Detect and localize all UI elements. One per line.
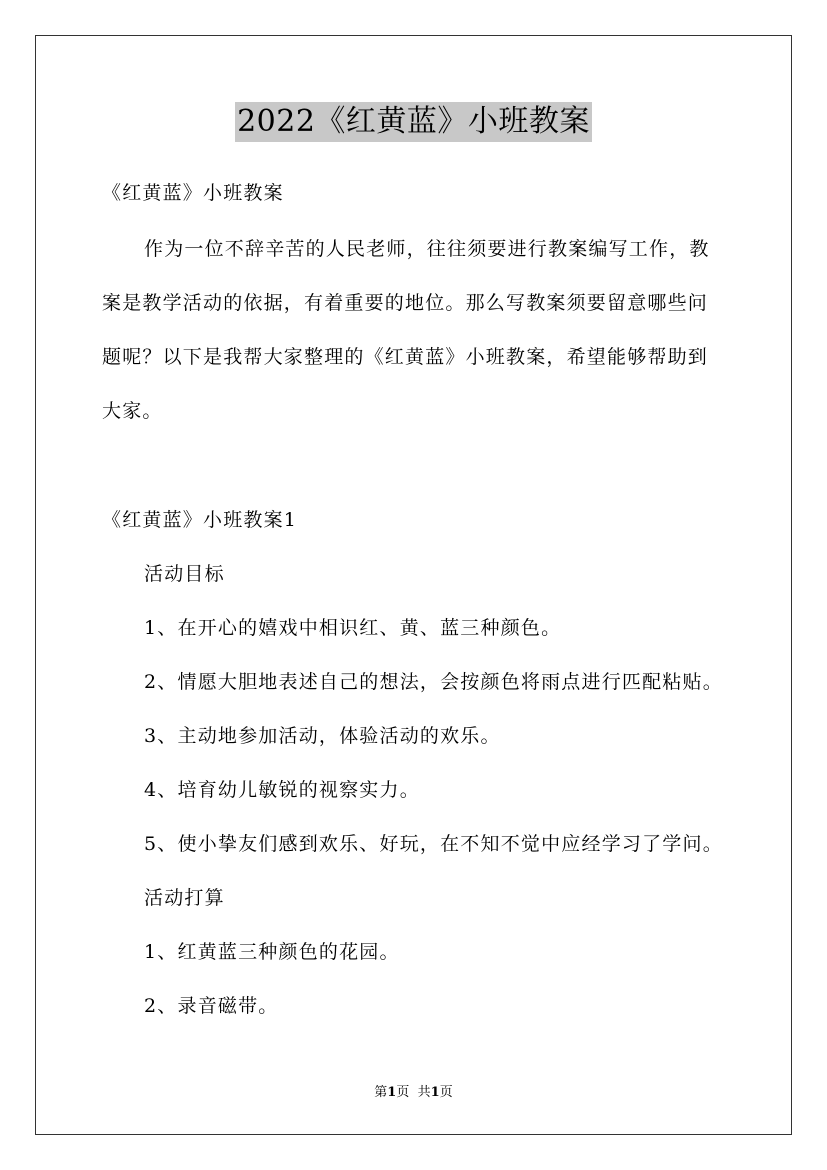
footer-page-suffix: 页 xyxy=(396,1085,410,1100)
intro-line-4: 大家。 xyxy=(102,400,163,422)
intro-line-2: 案是教学活动的依据，有着重要的地位。那么写教案须要留意哪些问 xyxy=(102,292,709,314)
goal-item-3: 3、主动地参加活动，体验活动的欢乐。 xyxy=(144,725,501,747)
footer-total-prefix: 共 xyxy=(417,1085,431,1100)
goal-item-2: 2、情愿大胆地表述自己的想法，会按颜色将雨点进行匹配粘贴。 xyxy=(144,671,723,693)
footer-page-prefix: 第 xyxy=(374,1085,388,1100)
page-footer xyxy=(0,1084,827,1102)
section-title: 《红黄蓝》小班教案1 xyxy=(102,509,298,531)
goal-item-4: 4、培育幼儿敏锐的视察实力。 xyxy=(144,779,420,801)
prep-item-2: 2、录音磁带。 xyxy=(144,995,279,1017)
goals-heading: 活动目标 xyxy=(144,563,225,585)
goal-item-1: 1、在开心的嬉戏中相识红、黄、蓝三种颜色。 xyxy=(144,617,562,639)
intro-line-1: 作为一位不辞辛苦的人民老师，往往须要进行教案编写工作，教 xyxy=(144,238,710,260)
footer-total-number: 1 xyxy=(430,1085,440,1100)
prep-item-1: 1、红黄蓝三种颜色的花园。 xyxy=(144,941,400,963)
goal-item-5: 5、使小挚友们感到欢乐、好玩，在不知不觉中应经学习了学问。 xyxy=(144,833,723,855)
footer-total-suffix: 页 xyxy=(439,1085,453,1100)
prep-heading: 活动打算 xyxy=(144,887,225,909)
intro-line-3: 题呢？以下是我帮大家整理的《红黄蓝》小班教案，希望能够帮助到 xyxy=(102,346,709,368)
title-container xyxy=(0,102,827,142)
document-title: 2022《红黄蓝》小班教案 xyxy=(235,102,592,142)
document-subtitle: 《红黄蓝》小班教案 xyxy=(102,182,284,204)
footer-page-number: 1 xyxy=(387,1085,397,1100)
